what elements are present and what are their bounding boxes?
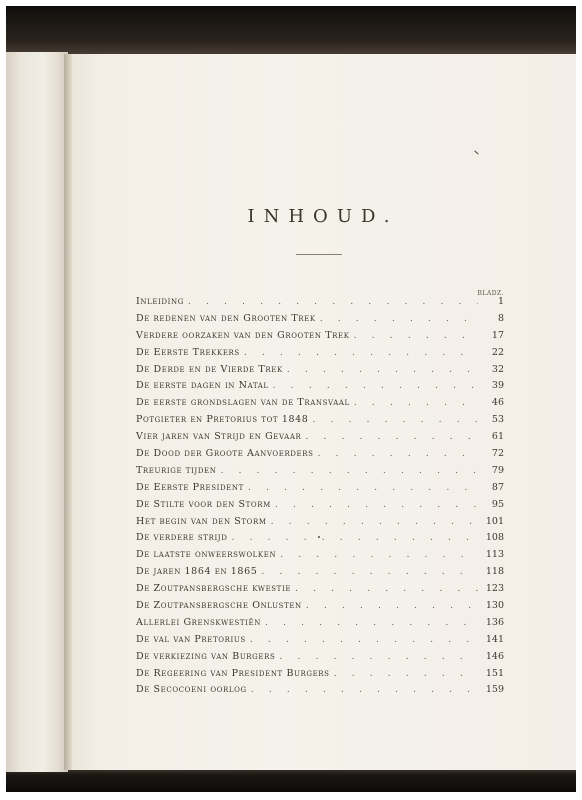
toc-leader-dots (320, 313, 478, 324)
toc-entry-title: De Zoutpansbergsche kwestie (136, 583, 292, 595)
toc-leader-dots (231, 532, 478, 543)
toc-entry-page: 118 (485, 566, 504, 578)
toc-entry-title: De eerste grondslagen van de Transvaal (136, 397, 350, 409)
toc-entry-title: Het begin van den Storm (136, 515, 267, 527)
toc-leader-dots (251, 684, 478, 695)
toc-entry-title: De Eerste Trekkers (136, 346, 240, 358)
page-gutter (64, 54, 72, 770)
toc-entry-page: 87 (491, 481, 504, 493)
toc-leader-dots (280, 549, 478, 560)
toc-entry-title: De laatste onweerswolken (136, 549, 277, 561)
toc-entry (136, 617, 504, 634)
toc-entry-page: 151 (485, 667, 504, 679)
toc-entry-title: De Derde en de Vierde Trek (136, 363, 283, 375)
toc-entry (136, 397, 504, 414)
page-column-label: BLADZ. (477, 290, 504, 297)
toc-entry-page: 53 (491, 414, 504, 426)
toc-entry (136, 684, 504, 701)
toc-entry-page: 8 (497, 312, 504, 324)
toc-entry (136, 516, 504, 533)
toc-entry (136, 668, 504, 685)
toc-entry-title: De val van Pretorius (136, 633, 246, 645)
toc-leader-dots (279, 651, 478, 662)
toc-entry-page: 146 (485, 650, 504, 662)
toc-leader-dots (305, 431, 478, 442)
toc-leader-dots (318, 448, 478, 459)
book-spine (6, 52, 68, 772)
toc-entry (136, 549, 504, 566)
toc-entry-title: Inleiding (136, 296, 184, 307)
toc-entry-page: 79 (491, 464, 504, 476)
toc-leader-dots (354, 330, 478, 341)
toc-entry-title: Potgieter en Pretorius tot 1848 (136, 414, 309, 426)
toc-leader-dots (244, 347, 478, 358)
toc-entry-page: 72 (491, 448, 504, 460)
toc-entry-page: 141 (485, 633, 504, 645)
toc-entry-title: De Dood der Groote Aanvoerders (136, 448, 314, 460)
table-of-contents (136, 296, 504, 701)
toc-entry-title: De verkiezing van Burgers (136, 650, 276, 662)
toc-entry-title: De redenen van den Grooten Trek (136, 312, 316, 324)
toc-entry-page: 61 (491, 431, 504, 443)
toc-entry (136, 347, 504, 364)
toc-entry (136, 600, 504, 617)
toc-entry-title: Treurige tijden (136, 464, 217, 476)
toc-entry (136, 330, 504, 347)
toc-entry-page: 108 (485, 532, 504, 544)
toc-leader-dots (265, 617, 478, 628)
toc-entry-title: De Stilte voor den Storm (136, 498, 271, 510)
toc-entry-title: De jaren 1864 en 1865 (136, 566, 258, 578)
toc-entry (136, 296, 504, 313)
toc-entry-page: 130 (485, 600, 504, 612)
toc-entry (136, 364, 504, 381)
toc-entry (136, 499, 504, 516)
toc-leader-dots (334, 668, 478, 679)
toc-leader-dots (220, 465, 478, 476)
title-rule (296, 254, 342, 255)
toc-entry-page: 123 (485, 583, 504, 595)
toc-entry-page: 22 (491, 346, 504, 358)
toc-entry (136, 651, 504, 668)
toc-leader-dots (271, 516, 478, 527)
toc-entry (136, 566, 504, 583)
toc-entry-page: 101 (485, 515, 504, 527)
toc-leader-dots (275, 499, 478, 510)
toc-entry-title: De Regeering van President Burgers (136, 667, 330, 679)
toc-entry-page: 159 (485, 684, 504, 696)
toc-entry-page: 113 (485, 549, 504, 561)
toc-entry-title: De Eerste President (136, 481, 244, 493)
toc-entry (136, 532, 504, 549)
toc-leader-dots (295, 583, 478, 594)
toc-leader-dots (306, 600, 478, 611)
toc-leader-dots (273, 380, 478, 391)
toc-entry-title: Vier jaren van Strijd en Gevaar (136, 431, 302, 443)
toc-leader-dots (287, 364, 478, 375)
toc-entry-title: De Zoutpansbergsche Onlusten (136, 600, 302, 612)
toc-entry (136, 414, 504, 431)
toc-entry-page: 17 (491, 329, 504, 341)
toc-entry-page: 1 (497, 296, 504, 307)
toc-leader-dots (250, 634, 478, 645)
toc-leader-dots (248, 482, 478, 493)
toc-entry-page: 39 (491, 380, 504, 392)
toc-leader-dots (312, 414, 478, 425)
toc-entry (136, 313, 504, 330)
toc-entry-title: De Secocoeni oorlog (136, 684, 247, 696)
toc-leader-dots (188, 296, 478, 307)
toc-entry (136, 465, 504, 482)
toc-entry-title: De verdere strijd (136, 532, 228, 544)
toc-entry-page: 136 (485, 616, 504, 628)
toc-entry-title: Allerlei Grenskwestiën (136, 616, 261, 628)
toc-entry (136, 380, 504, 397)
toc-entry (136, 448, 504, 465)
toc-entry-page: 46 (491, 397, 504, 409)
toc-entry (136, 431, 504, 448)
toc-entry-page: 32 (491, 363, 504, 375)
toc-entry-title: De eerste dagen in Natal (136, 380, 269, 392)
top-shadow (6, 6, 576, 56)
toc-entry (136, 583, 504, 600)
toc-entry-title: Verdere oorzaken van den Grooten Trek (136, 329, 350, 341)
toc-entry-page: 95 (491, 498, 504, 510)
toc-leader-dots (354, 397, 478, 408)
toc-entry (136, 482, 504, 499)
toc-leader-dots (261, 566, 478, 577)
toc-entry (136, 634, 504, 651)
page-title: INHOUD. (247, 206, 399, 227)
